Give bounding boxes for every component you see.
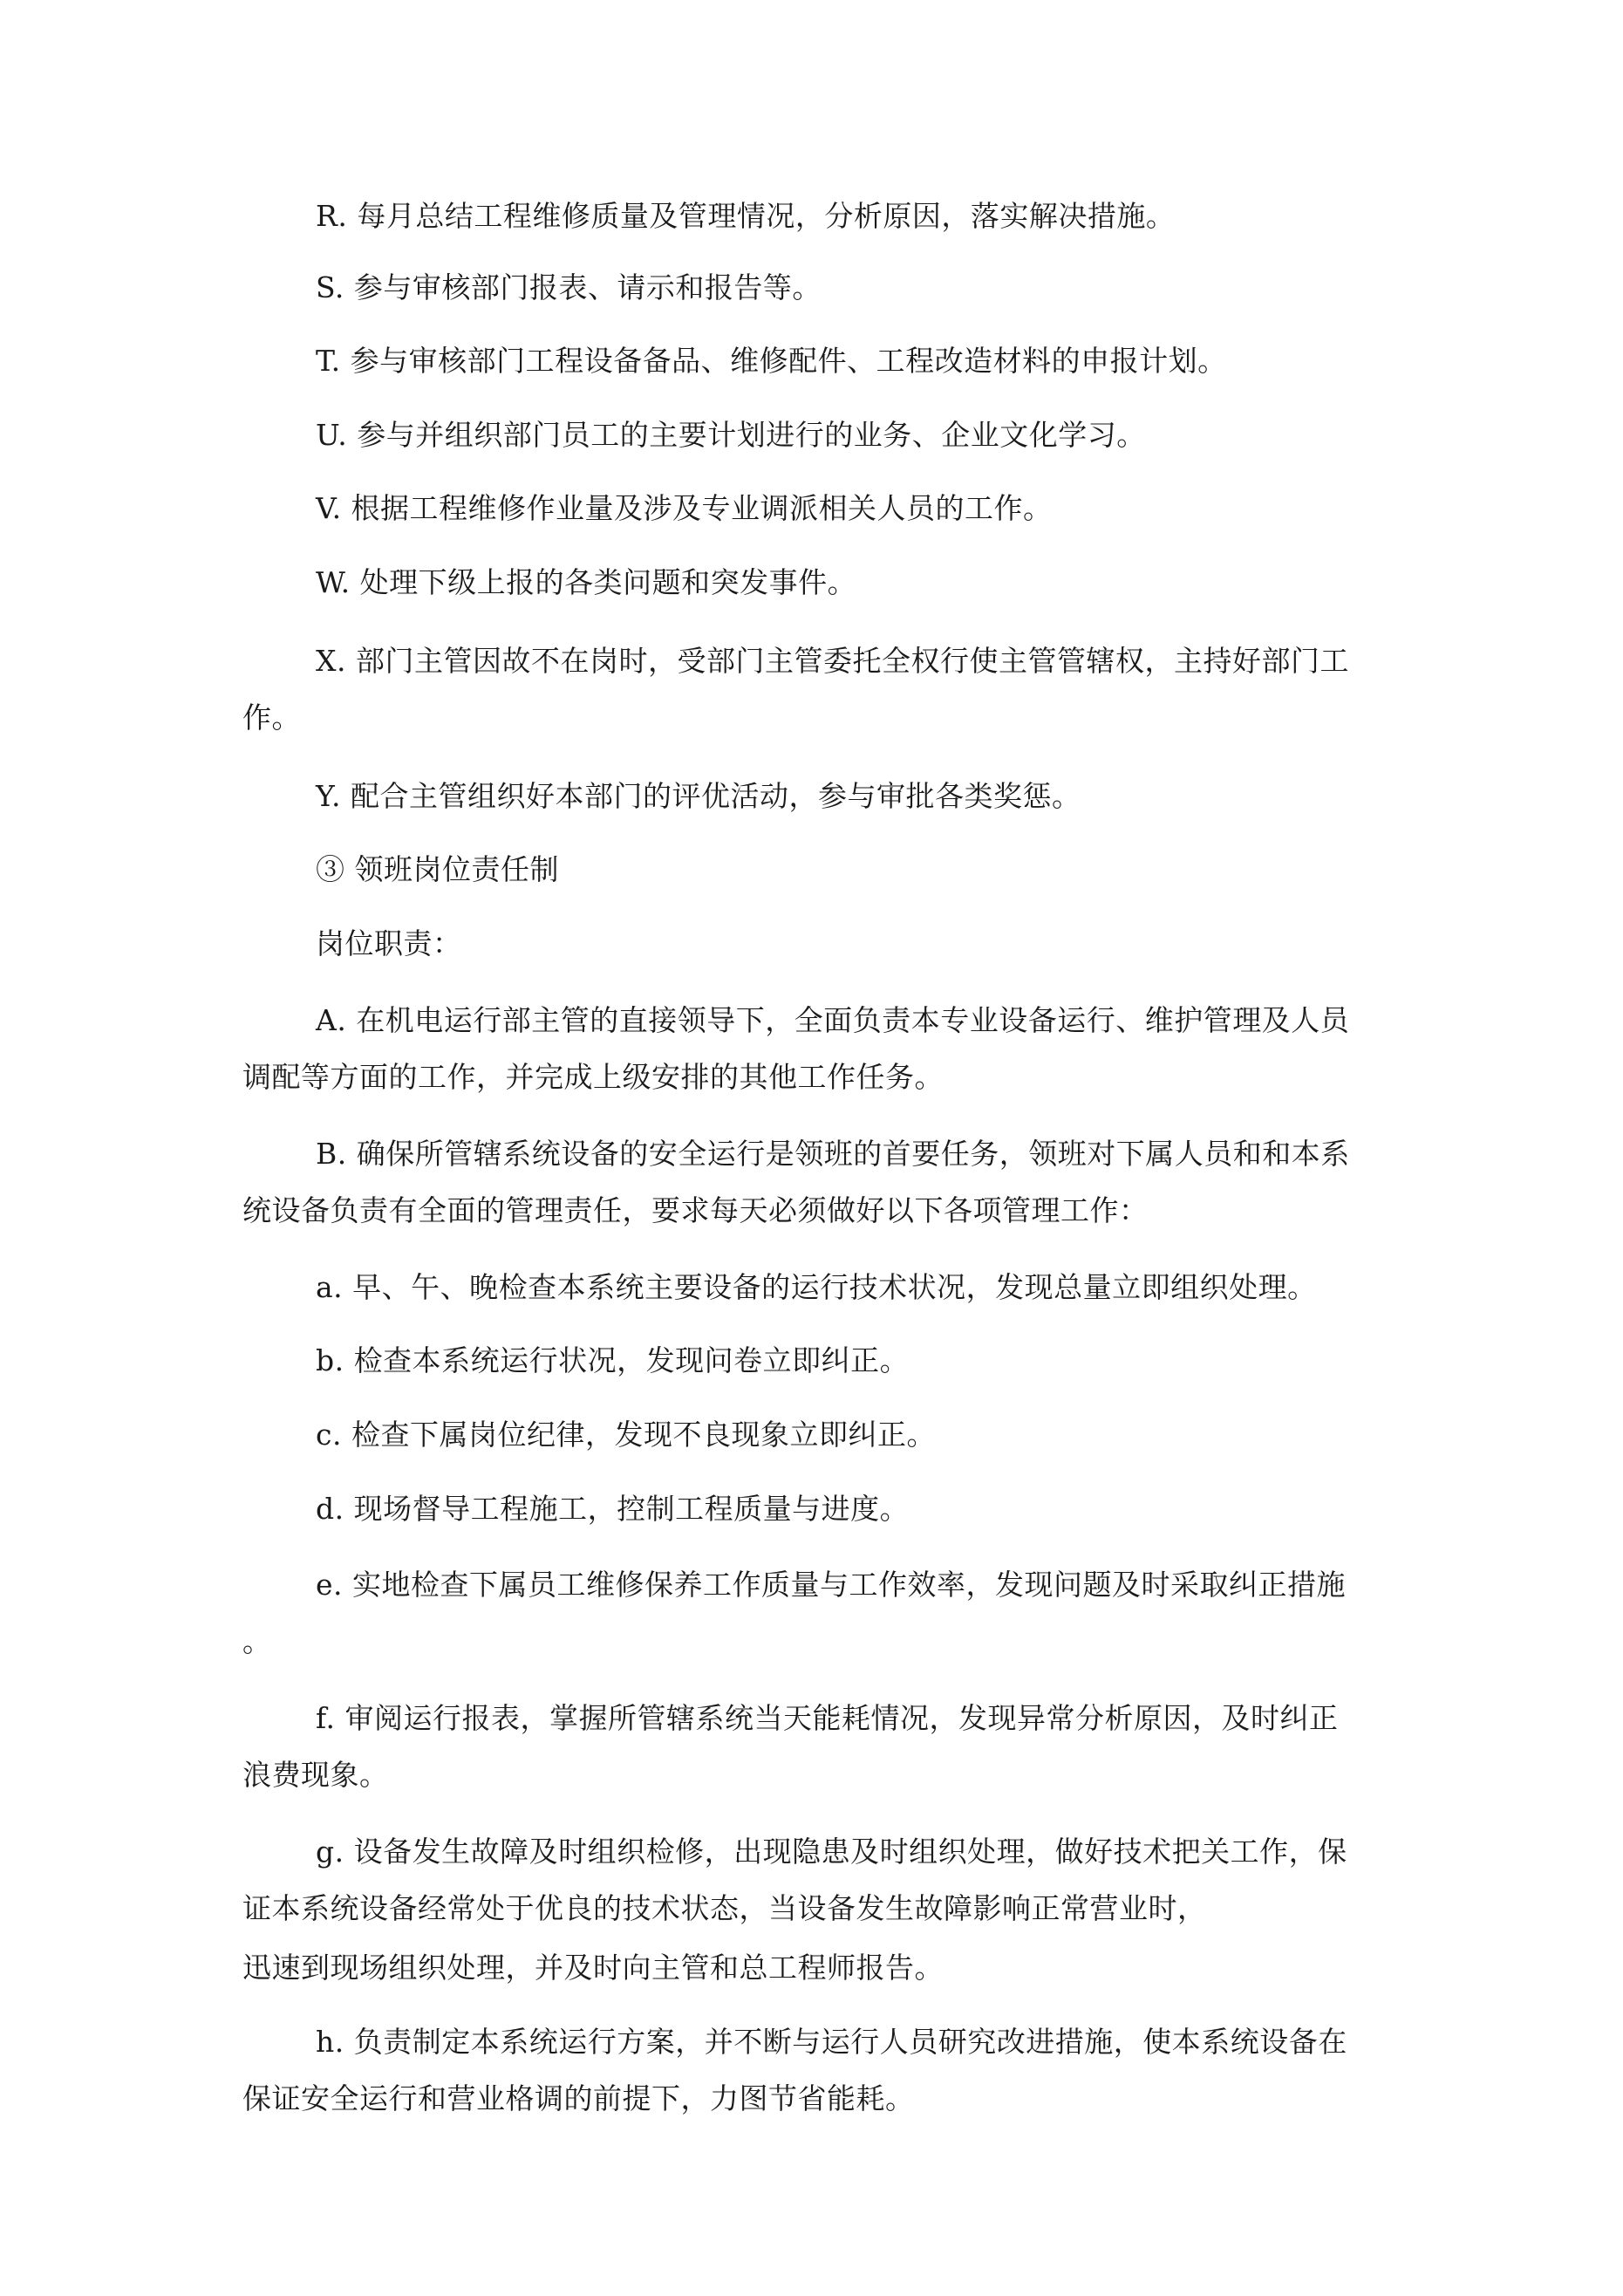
- item-t: T. 参与审核部门工程设备备品、维修配件、工程改造材料的申报计划。: [316, 344, 1227, 378]
- item-a-continued: 调配等方面的工作，并完成上级安排的其他工作任务。: [242, 1060, 944, 1094]
- item-s: S. 参与审核部门报表、请示和报告等。: [316, 270, 822, 304]
- section-heading-foreman-responsibility: ③ 领班岗位责任制: [316, 852, 559, 886]
- item-a: A. 在机电运行部主管的直接领导下，全面负责本专业设备运行、维护管理及人员: [316, 1003, 1350, 1037]
- item-y: Y. 配合主管组织好本部门的评优活动，参与审批各类奖惩。: [316, 779, 1081, 813]
- item-v: V. 根据工程维修作业量及涉及专业调派相关人员的工作。: [316, 491, 1053, 525]
- subitem-g-continued-1: 证本系统设备经常处于优良的技术状态，当设备发生故障影响正常营业时，: [242, 1891, 1207, 1925]
- item-b: B. 确保所管辖系统设备的安全运行是领班的首要任务，领班对下属人员和和本系: [316, 1137, 1350, 1171]
- subitem-c: c. 检查下属岗位纪律，发现不良现象立即纠正。: [316, 1418, 936, 1452]
- subitem-g-continued-2: 迅速到现场组织处理，并及时向主管和总工程师报告。: [242, 1951, 944, 1985]
- subitem-g: g. 设备发生故障及时组织检修，出现隐患及时组织处理，做好技术把关工作，保: [316, 1835, 1347, 1869]
- item-u: U. 参与并组织部门员工的主要计划进行的业务、企业文化学习。: [316, 418, 1146, 452]
- item-x: X. 部门主管因故不在岗时，受部门主管委托全权行使主管管辖权，主持好部门工: [316, 644, 1349, 678]
- item-w: W. 处理下级上报的各类问题和突发事件。: [316, 565, 857, 599]
- job-duties-label: 岗位职责：: [316, 926, 462, 960]
- subitem-f-continued: 浪费现象。: [242, 1758, 389, 1792]
- subitem-f: f. 审阅运行报表，掌握所管辖系统当天能耗情况，发现异常分析原因，及时纠正: [316, 1701, 1339, 1735]
- subitem-e-continued: 。: [242, 1624, 272, 1658]
- subitem-h: h. 负责制定本系统运行方案，并不断与运行人员研究改进措施，使本系统设备在: [316, 2025, 1347, 2059]
- item-x-continued: 作。: [242, 700, 301, 735]
- item-r: R. 每月总结工程维修质量及管理情况，分析原因，落实解决措施。: [316, 199, 1176, 233]
- subitem-h-continued: 保证安全运行和营业格调的前提下，力图节省能耗。: [242, 2081, 915, 2115]
- subitem-d: d. 现场督导工程施工，控制工程质量与进度。: [316, 1492, 910, 1526]
- subitem-b: b. 检查本系统运行状况，发现问卷立即纠正。: [316, 1343, 910, 1377]
- subitem-a: a. 早、午、晚检查本系统主要设备的运行技术状况，发现总量立即组织处理。: [316, 1270, 1317, 1304]
- item-b-continued: 统设备负责有全面的管理责任，要求每天必须做好以下各项管理工作：: [242, 1193, 1149, 1227]
- subitem-e: e. 实地检查下属员工维修保养工作质量与工作效率，发现问题及时采取纠正措施: [316, 1568, 1347, 1602]
